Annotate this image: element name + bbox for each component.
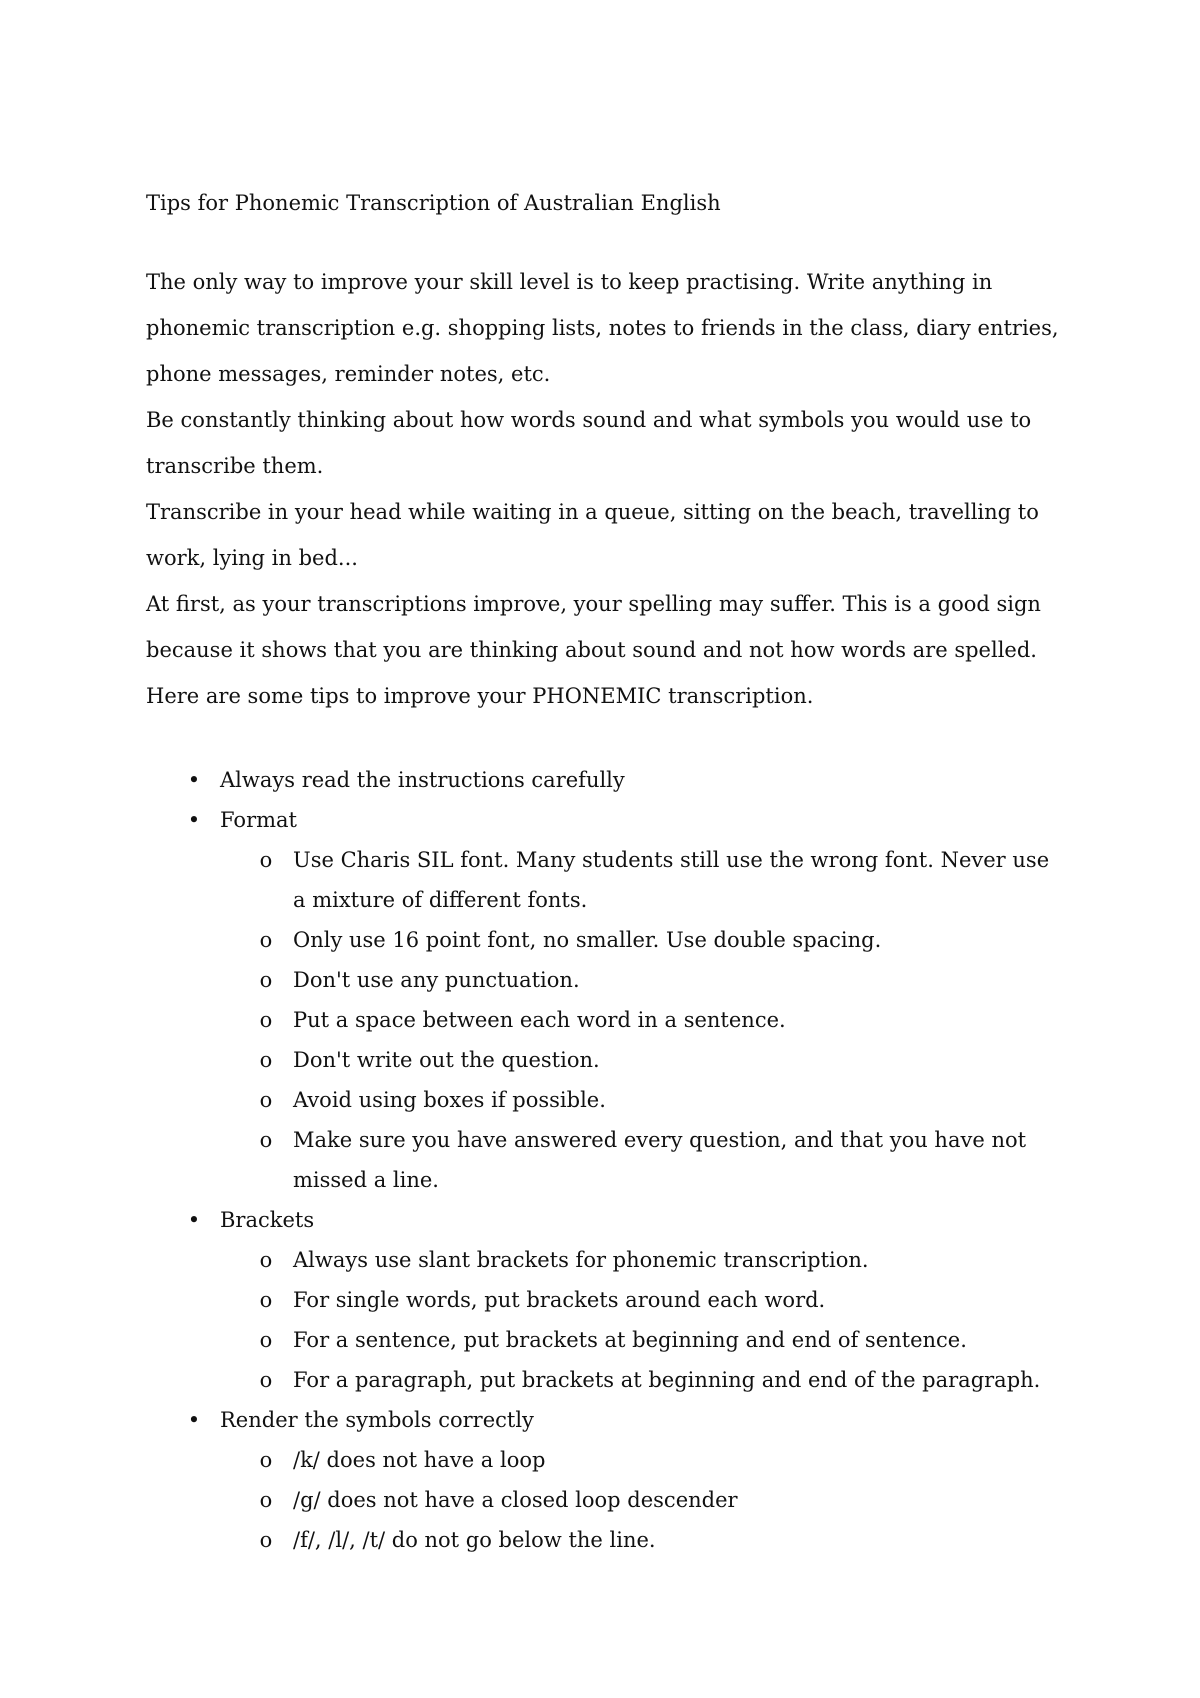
sub-bullet-icon: o	[259, 928, 273, 952]
bullet-icon: •	[187, 768, 201, 792]
intro-line: Be constantly thinking about how words sound and what symbols you would use to	[146, 408, 1032, 432]
tips-list	[146, 765, 1076, 1565]
tip-label: Format	[220, 808, 297, 832]
sub-item-text: For a paragraph, put brackets at beginning and end of the paragraph.	[293, 1368, 1041, 1392]
intro-line: Here are some tips to improve your PHONEMIC transcription.	[146, 684, 814, 708]
intro-line: phonemic transcription e.g. shopping lists, notes to friends in the class, diary entries,	[146, 316, 1059, 340]
sub-bullet-icon: o	[259, 1248, 273, 1272]
sub-item	[146, 1245, 1076, 1285]
sub-item-text	[293, 1125, 1026, 1195]
sub-bullet-icon: o	[259, 1088, 273, 1112]
intro-line: At first, as your transcriptions improve, your spelling may suffer. This is a good sign	[146, 592, 1041, 616]
sub-item	[146, 1485, 1076, 1525]
bullet-icon: •	[187, 808, 201, 832]
sub-item-text: Only use 16 point font, no smaller. Use double spacing.	[293, 928, 882, 952]
tip-item-format	[146, 805, 1076, 845]
sub-item	[146, 965, 1076, 1005]
sub-bullet-icon: o	[259, 1128, 273, 1152]
bullet-icon: •	[187, 1408, 201, 1432]
tip-item-symbols	[146, 1405, 1076, 1445]
intro-line: Transcribe in your head while waiting in a queue, sitting on the beach, travelling to	[146, 500, 1039, 524]
sub-item-text: For a sentence, put brackets at beginning and end of sentence.	[293, 1328, 967, 1352]
sub-item	[146, 1045, 1076, 1085]
sub-bullet-icon: o	[259, 1368, 273, 1392]
tip-label: Brackets	[220, 1208, 315, 1232]
intro-line: because it shows that you are thinking about sound and not how words are spelled.	[146, 638, 1037, 662]
sub-item-line: a mixture of different fonts.	[293, 888, 588, 912]
sub-item	[146, 925, 1076, 965]
sub-bullet-icon: o	[259, 1528, 273, 1552]
sub-item-text: For single words, put brackets around each word.	[293, 1288, 826, 1312]
sub-item-text: Put a space between each word in a sentence.	[293, 1008, 786, 1032]
intro-line: transcribe them.	[146, 454, 324, 478]
sub-item-text	[293, 845, 1049, 915]
sub-bullet-icon: o	[259, 1448, 273, 1472]
sub-item-text: Don't write out the question.	[293, 1048, 600, 1072]
sub-item	[146, 1085, 1076, 1125]
sub-item	[146, 1365, 1076, 1405]
sub-bullet-icon: o	[259, 1008, 273, 1032]
tip-item-instructions	[146, 765, 1076, 805]
sub-item	[146, 1325, 1076, 1365]
sub-item-text: /g/ does not have a closed loop descender	[293, 1488, 738, 1512]
sub-item	[146, 845, 1076, 925]
sub-item-line: missed a line.	[293, 1168, 439, 1192]
sub-item	[146, 1445, 1076, 1485]
sub-bullet-icon: o	[259, 968, 273, 992]
sub-item-line: Make sure you have answered every question, and that you have not	[293, 1128, 1027, 1152]
intro-line: work, lying in bed...	[146, 546, 358, 570]
sub-bullet-icon: o	[259, 1488, 273, 1512]
tip-label: Always read the instructions carefully	[220, 768, 625, 792]
intro-line: The only way to improve your skill level is to keep practising. Write anything in	[146, 270, 993, 294]
sub-bullet-icon: o	[259, 848, 273, 872]
sub-item	[146, 1525, 1076, 1565]
sub-bullet-icon: o	[259, 1288, 273, 1312]
sub-item-text: Don't use any punctuation.	[293, 968, 580, 992]
intro-line: phone messages, reminder notes, etc.	[146, 362, 551, 386]
sub-item-text: Avoid using boxes if possible.	[293, 1088, 606, 1112]
sub-item	[146, 1125, 1076, 1205]
sub-item-text: /k/ does not have a loop	[293, 1448, 546, 1472]
document-title: Tips for Phonemic Transcription of Australian English	[146, 191, 721, 215]
sub-item-text: /f/, /l/, /t/ do not go below the line.	[293, 1528, 656, 1552]
sub-bullet-icon: o	[259, 1328, 273, 1352]
bullet-icon: •	[187, 1208, 201, 1232]
sub-bullet-icon: o	[259, 1048, 273, 1072]
sub-item	[146, 1285, 1076, 1325]
intro-paragraph	[146, 267, 1076, 727]
tip-item-brackets	[146, 1205, 1076, 1245]
sub-item	[146, 1005, 1076, 1045]
sub-item-line: Use Charis SIL font. Many students still use the wrong font. Never use	[293, 848, 1050, 872]
tip-label: Render the symbols correctly	[220, 1408, 534, 1432]
sub-item-text: Always use slant brackets for phonemic transcription.	[293, 1248, 869, 1272]
